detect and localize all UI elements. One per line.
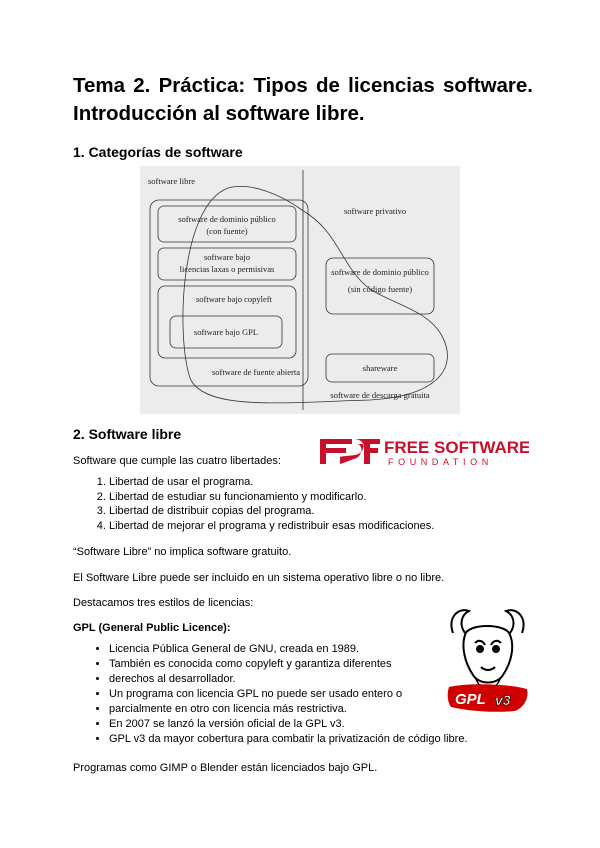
list-item: • Un programa con licencia GPL no puede ser usado entero o [109,687,468,702]
gnu-gpl-logo [445,603,530,715]
fsf-logo-line1: FREE SOFTWARE [384,438,529,457]
gpl-closing: Programas como GIMP o Blender están licenciados bajo GPL. [73,762,378,774]
note-not-free-of-charge: “Software Libre” no implica software gratuito. [73,546,292,558]
label-software-privativo: software privativo [344,206,407,216]
list-item: • En 2007 se lanzó la versión oficial de la GPL v3. [109,717,468,732]
freedoms-list [73,475,434,533]
list-item: 1. Libertad de usar el programa. [109,475,434,490]
dominio-publico-con-fuente-box [158,206,296,242]
list-item: • También es conocida como copyleft y garantiza diferentes [109,657,468,672]
software-categories-diagram [140,166,460,414]
label-gpl: software bajo GPL [193,327,259,337]
list-item: 3. Libertad de distribuir copias del programa. [109,504,434,519]
note-operating-system: El Software Libre puede ser incluido en un sistema operativo libre o no libre. [73,572,445,584]
gpl-logo-version: v3 [495,692,511,708]
label-licencias-laxas-2: licencias laxas o permisivas [179,264,275,274]
label-dominio-publico-con-fuente-1: software de dominio público [178,214,276,224]
list-item: • derechos al desarrollador. [109,672,468,687]
list-item: • GPL v3 da mayor cobertura para combatir la privatización de código libre. [109,732,468,747]
label-descarga-gratuita: software de descarga gratuita [330,390,430,400]
section-heading-categories: 1. Categorías de software [73,144,243,160]
label-licencias-laxas-1: software bajo [203,252,251,262]
label-fuente-abierta: software de fuente abierta [211,367,301,377]
freedoms-intro: Software que cumple las cuatro libertades: [73,455,281,467]
label-software-libre: software libre [148,176,195,186]
fsf-logo-line2: FOUNDATION [388,457,493,467]
gpl-list [73,642,468,747]
list-item: 4. Libertad de mejorar el programa y redistribuir esas modificaciones. [109,519,434,534]
list-item: • Licencia Pública General de GNU, creada en 1989. [109,642,468,657]
label-dominio-publico-sin-fuente-1: software de dominio público [331,267,429,277]
gpl-logo-text: GPL [455,691,486,708]
section-heading-software-libre: 2. Software libre [73,426,182,442]
gnu-head-icon [451,610,523,693]
list-item: 2. Libertad de estudiar su funcionamiento y modificarlo. [109,490,434,505]
label-dominio-publico-con-fuente-2: (con fuente) [206,226,248,236]
page-title: Tema 2. Práctica: Tipos de licencias software. Introducción al software libre. [73,74,533,125]
gpl-heading: GPL (General Public Licence): [73,622,231,634]
note-license-styles: Destacamos tres estilos de licencias: [73,597,254,609]
fsf-logo [318,433,529,469]
label-dominio-publico-sin-fuente-2: (sin código fuente) [347,284,413,294]
list-item: • parcialmente en otro con licencia más restrictiva. [109,702,468,717]
label-copyleft: software bajo copyleft [196,294,272,304]
gpl-v3-badge-icon [448,684,528,712]
label-shareware: shareware [362,363,398,373]
fsf-mark-icon [320,439,380,464]
